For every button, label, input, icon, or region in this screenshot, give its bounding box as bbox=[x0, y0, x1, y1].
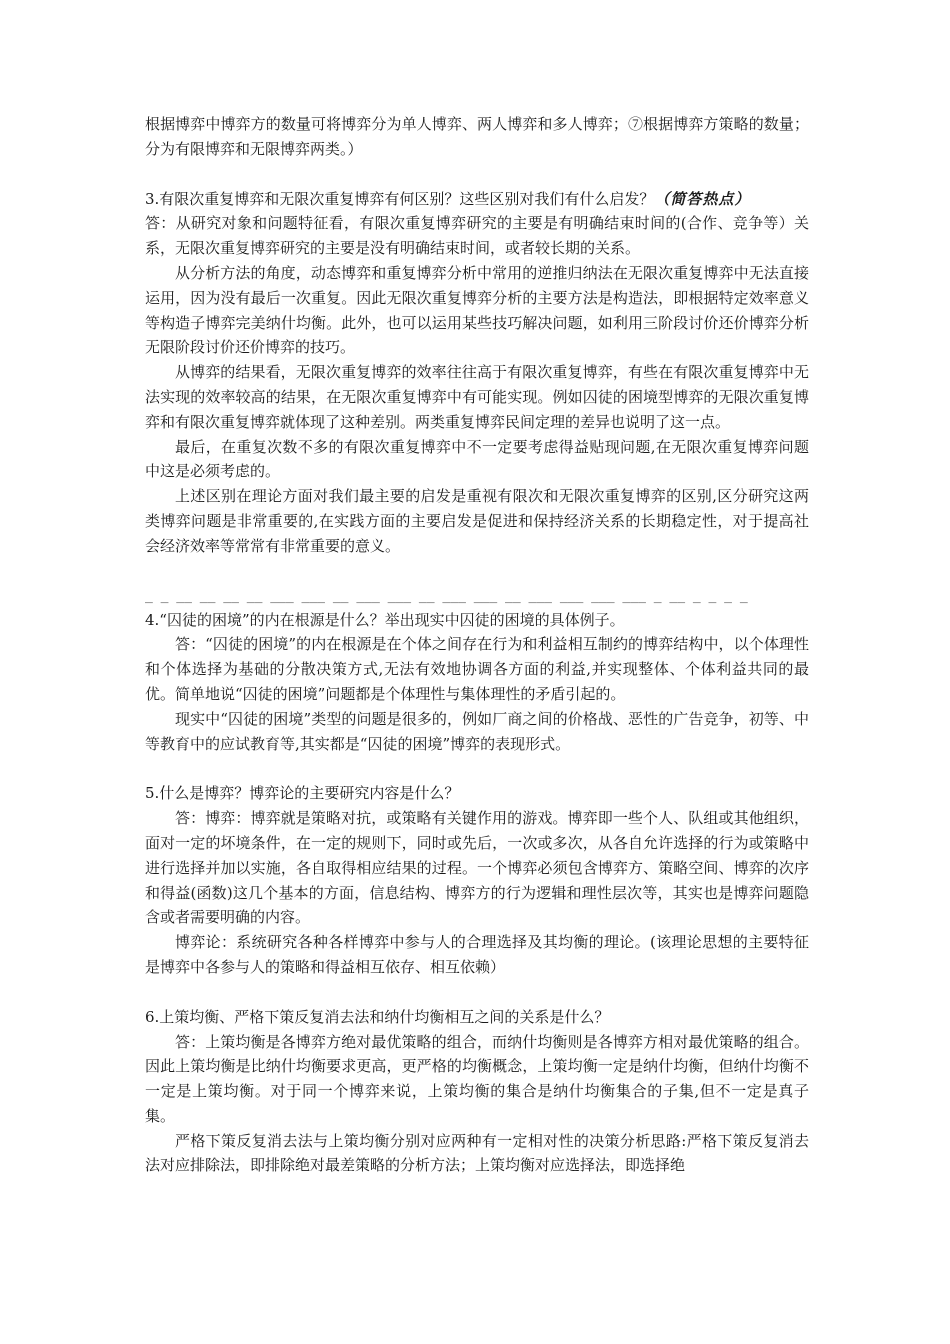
q3-answer-p3: 从博弈的结果看，无限次重复博弈的效率往往高于有限次重复博弈，有些在有限次重复博弈中无法实现的效率较高的结果，在无限次重复博弈中有可能实现。例如囚徒的困境型博弈的无限次重复博弈和有限次重复博弈就体现了这种差别。两类重复博弈民间定理的差异也说明了这一点。 bbox=[145, 363, 809, 431]
q3-question bbox=[145, 187, 809, 212]
q5-question: 5.什么是博弈？博弈论的主要研究内容是什么？ bbox=[145, 784, 460, 803]
document-page bbox=[145, 112, 809, 1178]
q6-question: 6.上策均衡、严格下策反复消去法和纳什均衡相互之间的关系是什么？ bbox=[145, 1007, 610, 1026]
q6-answer-p1: 答：上策均衡是各博弈方绝对最优策略的组合，而纳什均衡则是各博弈方相对最优策略的组合。因此上策均衡是比纳什均衡要求更高，更严格的均衡概念，上策均衡一定是纳什均衡，但纳什均衡不一定是上策均衡。对于同一个博弈来说，上策均衡的集合是纳什均衡集合的子集,但不一定是真子集。 bbox=[145, 1032, 809, 1125]
q4-answer-p1: 答：“囚徒的困境”的内在根源是在个体之间存在行为和利益相互制约的博弈结构中，以个体理性和个体选择为基础的分散决策方式,无法有效地协调各方面的利益,并实现整体、个体利益共同的最优。简单地说“囚徒的困境”问题都是个体理性与集体理性的矛盾引起的。 bbox=[145, 635, 809, 703]
q3-answer-p5: 上述区别在理论方面对我们最主要的启发是重视有限次和无限次重复博弈的区别,区分研究这两类博弈问题是非常重要的,在实践方面的主要启发是促进和保持经济关系的长期稳定性，对于提高社会经济效率等常常有非常重要的意义。 bbox=[145, 487, 809, 555]
q3-answer-p4: 最后，在重复次数不多的有限次重复博弈中不一定要考虑得益贴现问题,在无限次重复博弈问题中这是必须考虑的。 bbox=[145, 437, 809, 481]
spacer bbox=[145, 980, 809, 1005]
spacer bbox=[145, 559, 809, 584]
q3-answer-p1: 答：从研究对象和问题特征看，有限次重复博弈研究的主要是有明确结束时间的(合作、竞争等）关系，无限次重复博弈研究的主要是没有明确结束时间，或者较长期的关系。 bbox=[145, 214, 809, 258]
q4-answer-p2: 现实中“囚徒的困境”类型的问题是很多的，例如厂商之间的价格战、恶性的广告竞争，初等、中等教育中的应试教育等,其实都是“囚徒的困境”博弈的表现形式。 bbox=[145, 709, 809, 753]
q3-tag: （简答热点） bbox=[654, 189, 751, 208]
spacer bbox=[145, 162, 809, 187]
q5-answer-p2: 博弈论：系统研究各种各样博弈中参与人的合理选择及其均衡的理论。(该理论思想的主要特征是博弈中各参与人的策略和得益相互依存、相互依赖） bbox=[145, 933, 809, 976]
q5-answer-p1: 答：博弈：博弈就是策略对抗，或策略有关键作用的游戏。博弈即一些个人、队组或其他组织，面对一定的坏境条件，在一定的规则下，同时或先后，一次或多次，从各自允许选择的行为或策略中进行选择并加以实施，各自取得相应结果的过程。一个博弈必须包含博弈方、策略空间、博弈的次序和得益(函数)这几个基本的方面，信息结构、博弈方的行为逻辑和理性层次等，其实也是博弈问题隐含或者需要明确的内容。 bbox=[145, 809, 809, 927]
q3-answer-p2: 从分析方法的角度，动态博弈和重复博弈分析中常用的逆推归纳法在无限次重复博弈中无法直接运用，因为没有最后一次重复。因此无限次重复博弈分析的主要方法是构造法，即根据特定效率意义等构造子博弈完美纳什均衡。此外，也可以运用某些技巧解决问题，如利用三阶段讨价还价博弈分析无限阶段讨价还价博弈的技巧。 bbox=[145, 263, 809, 357]
q4-question: 4.“囚徒的困境”的内在根源是什么？举出现实中囚徒的困境的具体例子。 bbox=[145, 610, 625, 629]
spacer bbox=[145, 756, 809, 781]
q6-answer-p2: 严格下策反复消去法与上策均衡分别对应两种有一定相对性的决策分析思路:严格下策反复消去法对应排除法，即排除绝对最差策略的分析方法；上策均衡对应选择法，即选择绝 bbox=[145, 1131, 809, 1175]
section-divider: _ _ __ __ __ __ ___ ___ __ ___ ___ __ ___ ___ __ ___ ___ ___ ___ _ __ _ _ _ _ bbox=[145, 588, 748, 604]
continuation-paragraph: 根据博弈中博弈方的数量可将博弈分为单人博弈、两人博弈和多人博弈；⑦根据博弈方策略的数量；分为有限博弈和无限博弈两类。） bbox=[145, 115, 809, 158]
q3-question-text: 3.有限次重复博弈和无限次重复博弈有何区别？这些区别对我们有什么启发？ bbox=[145, 189, 655, 208]
